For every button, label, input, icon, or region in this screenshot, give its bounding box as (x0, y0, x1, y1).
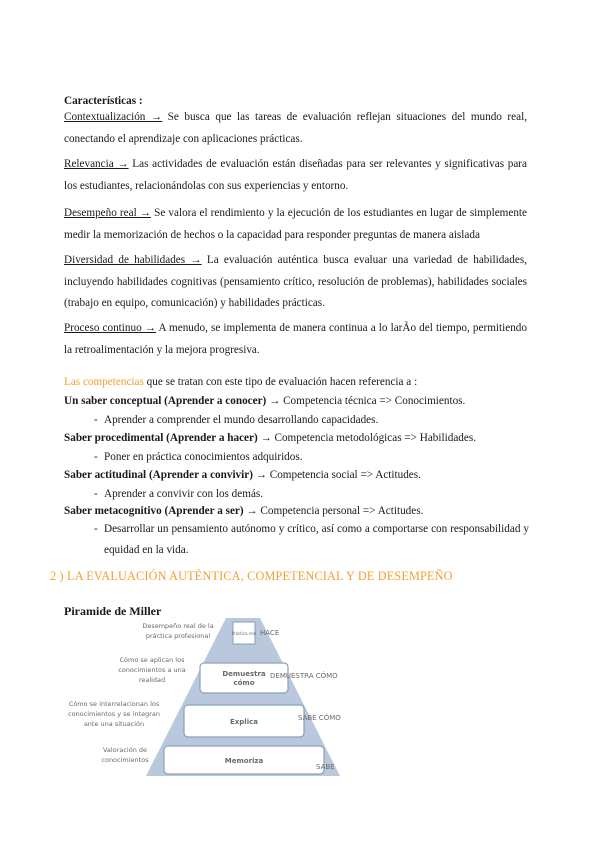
saber-metacognitivo-rest: → Competencia personal => Actitudes. (243, 505, 424, 517)
bullet-text: Poner en práctica conocimientos adquiridos. (104, 451, 303, 463)
right-label-sabe: SABE (316, 763, 335, 771)
left-desc-hace-2: práctica profesional (145, 632, 211, 640)
right-label-sabe-como: SABE CÓMO (298, 714, 341, 722)
text-desempeno: Se valora el rendimiento y la ejecución de los estudiantes en lugar de simplemente medir la memorización de hechos o la capacidad para responder preguntas de manera aislada (64, 207, 527, 241)
saber-metacognitivo-title: Saber metacognitivo (Aprender a ser) (64, 505, 244, 517)
bullet-text: Desarrollar un pensamiento autónomo y crítico, así como a comportarse con responsabilidad y equidad en la vida. (104, 523, 529, 556)
item-proceso (64, 318, 527, 361)
saber-procedimental-rest: → Competencia metodológicas => Habilidades. (257, 432, 476, 444)
left-desc-hace-1: Desempeño real de la (142, 622, 214, 630)
competencias-highlight: Las competencias (64, 376, 144, 388)
term-relevancia: Relevancia → (64, 158, 129, 170)
competencias-intro-rest: que se tratan con este tipo de evaluación hacen referencia a : (143, 376, 418, 388)
pyramid-title: Piramide de Miller (64, 604, 162, 618)
left-desc-explica-3: ante una situación (83, 720, 145, 728)
right-label-hace: HACE (260, 629, 280, 637)
caracteristicas-heading: Características : (64, 95, 143, 107)
section-title: 2 ) LA EVALUACIÓN AUTÉNTICA, COMPETENCIAL Y DE DESEMPEÑO (50, 569, 453, 583)
item-relevancia (64, 154, 527, 197)
left-desc-explica-1: Cómo se interrelacionan los (68, 700, 160, 708)
saber-actitudinal (64, 465, 534, 486)
text-contextualizacion: Se busca que las tareas de evaluación reflejan situaciones del mundo real, conectando el aprendizaje con aplicaciones prácticas. (64, 111, 527, 145)
left-desc-sabe-2: conocimientos (101, 756, 149, 764)
saber-actitudinal-bullet: - Aprender a convivir con los demás. (84, 484, 529, 505)
saber-procedimental (64, 428, 534, 449)
term-proceso: Proceso continuo → (64, 322, 156, 334)
box-practica-real-label: Práctica real (231, 631, 257, 636)
left-desc-sabe-1: Valoración de (102, 746, 148, 754)
term-desempeno: Desempeño real → (64, 207, 151, 219)
box-explica-label: Explica (230, 718, 258, 726)
item-desempeno (64, 203, 527, 246)
saber-conceptual-rest: → Competencia técnica => Conocimientos. (266, 395, 466, 407)
left-desc-explica-2: conocimientos y se integran (68, 710, 160, 718)
box-demuestra-line2: cómo (233, 679, 255, 687)
saber-conceptual-title: Un saber conceptual (Aprender a conocer) (64, 395, 267, 407)
term-contextualizacion: Contextualización → (64, 111, 163, 123)
competencias-intro (64, 372, 534, 393)
saber-conceptual-bullet: - Aprender a comprender el mundo desarrollando capacidades. (84, 410, 529, 431)
left-desc-demuestra-2: conocimientos a una (118, 666, 186, 674)
saber-procedimental-title: Saber procedimental (Aprender a hacer) (64, 432, 258, 444)
box-demuestra-line1: Demuestra (222, 670, 266, 678)
box-memoriza-label: Memoriza (224, 757, 264, 765)
left-desc-demuestra-1: Cómo se aplican los (119, 656, 185, 664)
bullet-text: Aprender a comprender el mundo desarrollando capacidades. (104, 414, 379, 426)
saber-conceptual (64, 391, 534, 412)
saber-procedimental-bullet: - Poner en práctica conocimientos adquiridos. (84, 447, 529, 468)
right-label-demuestra: DEMUESTRA CÓMO (270, 672, 338, 680)
text-relevancia: Las actividades de evaluación están diseñadas para ser relevantes y significativas para los estudiantes, relacionándolas con sus experiencias y entorno. (64, 158, 527, 192)
item-contextualizacion (64, 107, 527, 150)
left-desc-demuestra-3: realidad (138, 676, 166, 684)
term-diversidad: Diversidad de habilidades → (64, 254, 202, 266)
item-diversidad (64, 250, 527, 315)
saber-actitudinal-rest: → Competencia social => Actitudes. (252, 469, 421, 481)
text-proceso: A menudo, se implementa de manera continua a lo larÃo del tiempo, permitiendo la retroalimentación y la mejora progresiva. (64, 322, 527, 356)
saber-metacognitivo-bullet: - Desarrollar un pensamiento autónomo y crítico, así como a comportarse con responsabilidad y equidad en la vida. (84, 519, 529, 561)
text-diversidad: La evaluación auténtica busca evaluar una variedad de habilidades, incluyendo habilidades cognitivas (pensamiento crítico, resolución de problemas), habilidades sociales (trabajo en equipo, comunicación) y habilidades prácticas. (64, 254, 527, 309)
saber-actitudinal-title: Saber actitudinal (Aprender a convivir) (64, 469, 253, 481)
miller-pyramid (50, 618, 370, 783)
bullet-text: Aprender a convivir con los demás. (104, 488, 264, 500)
